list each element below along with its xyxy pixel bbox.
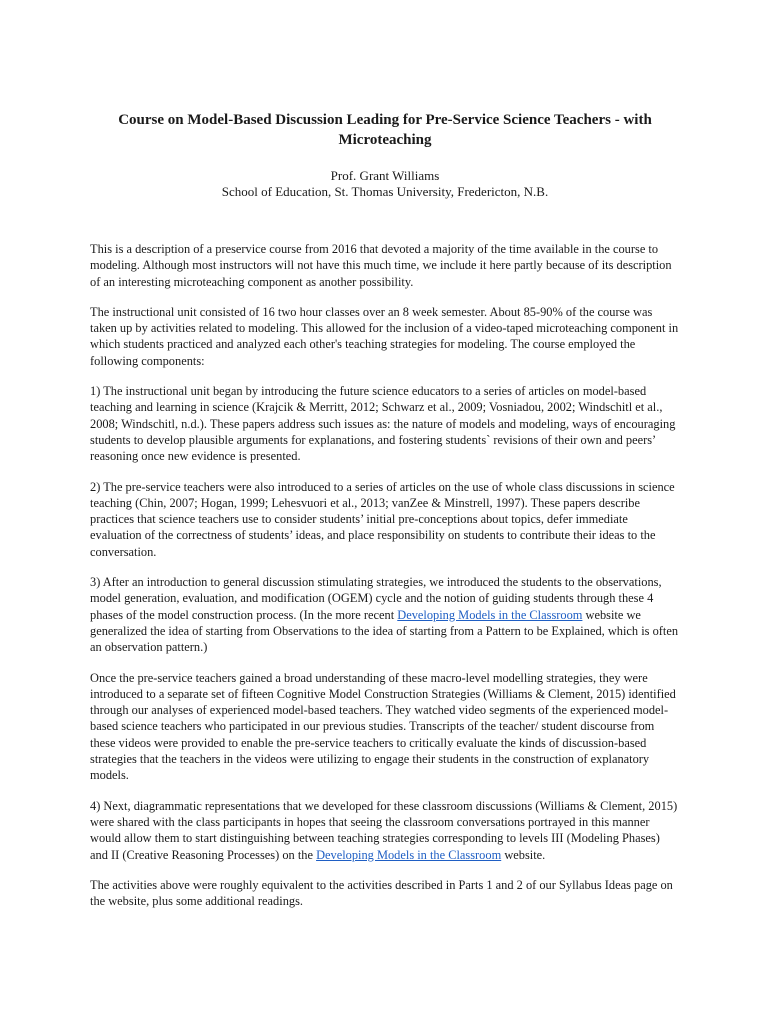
developing-models-link[interactable]: Developing Models in the Classroom xyxy=(397,607,583,622)
author-name: Prof. Grant Williams xyxy=(330,168,440,183)
paragraph-component-2: 2) The pre-service teachers were also introduced to a series of articles on the use of whole class discussions in science teaching (Chin, 2007; Hogan, 1999; Lehesvuori et al., 2013; vanZee & Minstrell, 1997). These papers describe practices that science teachers use to consider students’ initial pre-conceptions about topics, defer immediate evaluation of the correctness of students’ ideas, and place responsibility on students to contribute their ideas to the conversation. xyxy=(90,479,675,559)
paragraph-component-3-text-b: website we generalized the idea of starting from Observations to the idea of starting from a Pattern to be Explained, which is often an observation pattern.) xyxy=(90,607,679,655)
paragraph-strategies: Once the pre-service teachers gained a broad understanding of these macro-level modelling strategies, they were introduced to a separate set of fifteen Cognitive Model Construction Strategies (Williams & Clement, 2015) identified through our analyses of experienced model-based teachers. They watched video segments of the experienced model-based science teachers who participated in our previous studies. Transcripts of the teacher/ student discourse from these videos were provided to enable the pre-service teachers to critically evaluate the kinds of discussion-based strategies that the teachers in the videos were utilizing to engage their students in the construction of explanatory models. xyxy=(90,670,676,783)
paragraph-component-3 xyxy=(90,574,680,655)
document-page xyxy=(90,110,680,919)
author-affiliation: School of Education, St. Thomas University, Fredericton, N.B. xyxy=(221,184,549,199)
paragraph-component-4-text-a: 4) Next, diagrammatic representations that we developed for these classroom discussions (Williams & Clement, 2015) were shared with the class participants in hopes that seeing the classroom conversations portrayed in this manner would allow them to start distinguishing between teaching strategies corresponding to levels III (Modeling Phases) and II (Creative Reasoning Processes) on the xyxy=(90,798,678,862)
paragraph-component-3-text-a: 3) After an introduction to general discussion stimulating strategies, we introduced the students to the observations, model generation, evaluation, and modification (OGEM) cycle and the notion of guiding students through these 4 phases of the model construction process. (In the more recent xyxy=(90,575,662,622)
developing-models-link-2[interactable]: Developing Models in the Classroom xyxy=(316,847,502,862)
paragraph-closing: The activities above were roughly equivalent to the activities described in Parts 1 and 2 of our Syllabus Ideas page on the website, plus some additional readings. xyxy=(90,877,673,909)
paragraph-component-1: 1) The instructional unit began by introducing the future science educators to a series of articles on model-based teaching and learning in science (Krajcik & Merritt, 2012; Schwarz et al., 2009; Vosniadou, 2002; Windschitl et al., 2008; Windschitl, n.d.). These papers address such issues as: the nature of models and modeling, ways of encouraging students to develop plausible arguments for explanations, and fostering students` revisions of their own and peers’ reasoning once new evidence is presented. xyxy=(90,384,676,464)
paragraph-component-4-text-b: website. xyxy=(501,847,546,862)
paragraph-component-4 xyxy=(90,798,680,863)
paragraph-unit-overview: The instructional unit consisted of 16 two hour classes over an 8 week semester. About 85-90% of the course was taken up by activities related to modeling. This allowed for the inclusion of a video-taped microteaching component in which students practiced and analyzed each other's teaching strategies for modeling. The course employed the following components: xyxy=(90,304,679,368)
paragraph-intro: This is a description of a preservice course from 2016 that devoted a majority of the time available in the course to modeling. Although most instructors will not have this much time, we include it here partly because of its description of an interesting microteaching component as another possibility. xyxy=(90,242,672,289)
document-title: Course on Model-Based Discussion Leading for Pre-Service Science Teachers - with Microteaching xyxy=(118,112,652,148)
